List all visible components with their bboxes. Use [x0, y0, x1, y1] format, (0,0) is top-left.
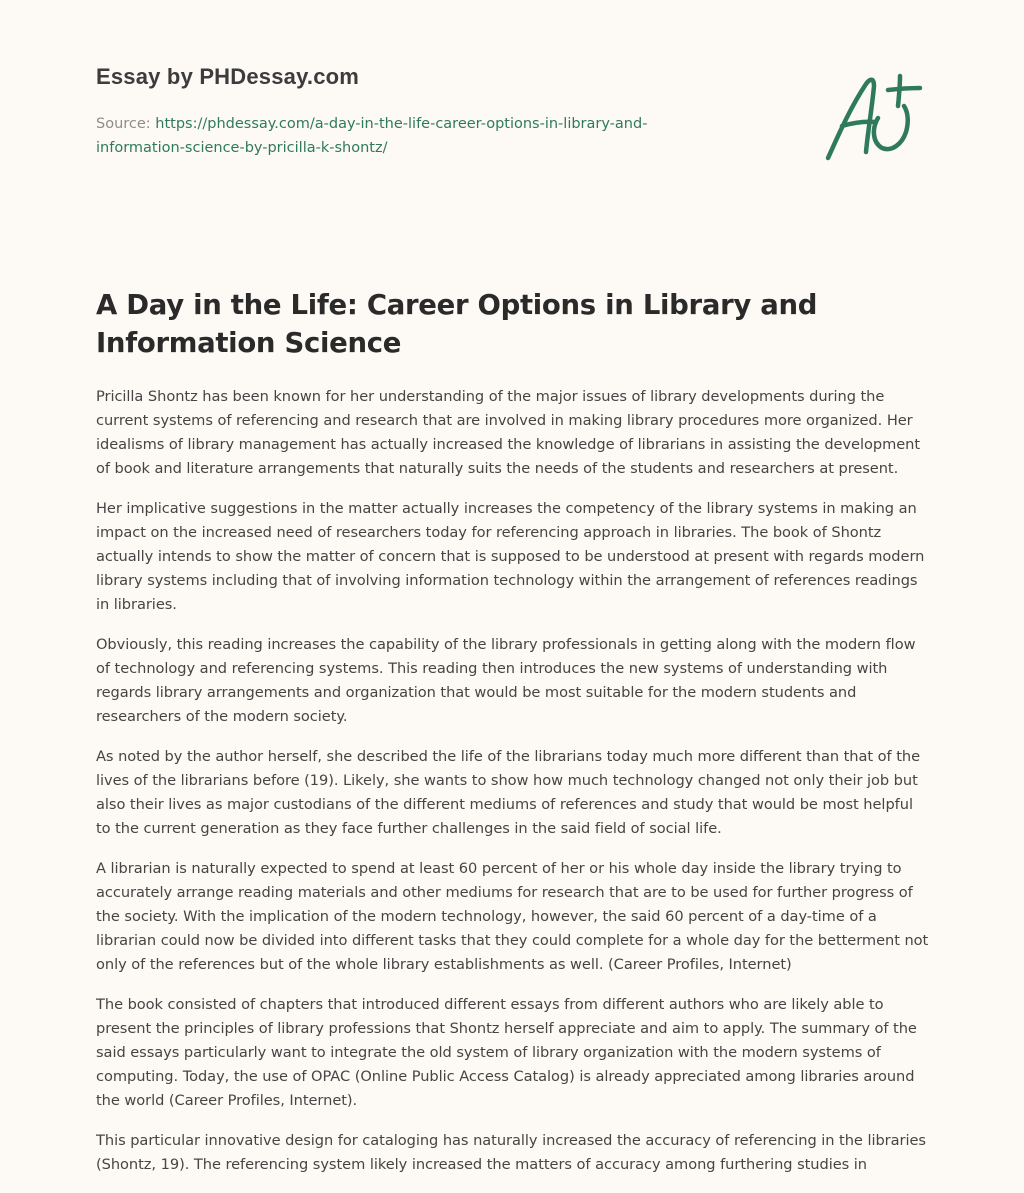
source-label: Source: [96, 116, 156, 132]
source-link-line-2: information-science-by-pricilla-k-shontz/ [96, 140, 388, 156]
essay-page [96, 60, 932, 1193]
essay-paragraph: A librarian is naturally expected to spend at least 60 percent of her or his whole day inside the library trying to accurately arrange reading materials and other mediums for research that are to be used for further progress of the society. With the implication of the modern technology, however, the said 60 percent of a day-time of a librarian could now be divided into different tasks that they could complete for a whole day for the betterment not only of the references but of the whole library establishments as well. (Career Profiles, Internet) [96, 860, 929, 973]
essay-paragraph: This particular innovative design for cataloging has naturally increased the accuracy of referencing in the libraries (Shontz, 19). The referencing system likely increased the matters of accuracy among furthering studies in [96, 1132, 926, 1173]
essay-paragraph: Obviously, this reading increases the capability of the library professionals in getting along with the modern flow of technology and referencing systems. This reading then introduces the new systems of understanding with regards library arrangements and organization that would be most suitable for the modern students and researchers of the modern society. [96, 636, 916, 725]
essay-title: A Day in the Life: Career Options in Library and Information Science [96, 289, 818, 359]
site-brand: Essay by PHDessay.com [96, 64, 360, 89]
essay-paragraph: The book consisted of chapters that introduced different essays from different authors who are likely able to present the principles of library professions that Shontz herself appreciate and aim to apply. The summary of the said essays particularly want to integrate the old system of library organization with the modern systems of computing. Today, the use of OPAC (Online Public Access Catalog) is already appreciated among libraries around the world (Career Profiles, Internet). [96, 996, 917, 1109]
essay-paragraph: Her implicative suggestions in the matter actually increases the competency of the library systems in making an impact on the increased need of researchers today for referencing approach in libraries. The book of Shontz actually intends to show the matter of concern that is supposed to be understood at present with regards modern library systems including that of involving information technology within the arrangement of references readings in libraries. [96, 500, 925, 613]
source-link-line-1: https://phdessay.com/a-day-in-the-life-career-options-in-library-and- [155, 116, 648, 132]
essay-paragraph: As noted by the author herself, she described the life of the librarians today much more different than that of the lives of the librarians before (19). Likely, she wants to show how much technology changed not only their job but also their lives as major custodians of the different mediums of references and study that would be most helpful to the current generation as they face further challenges in the said field of social life. [96, 748, 921, 837]
source-line [96, 112, 736, 160]
a-plus-logo-icon [820, 66, 930, 166]
essay-paragraph: Pricilla Shontz has been known for her understanding of the major issues of library developments during the current systems of referencing and research that are involved in making library procedures more organized. Her idealisms of library management has actually increased the knowledge of librarians in assisting the development of book and literature arrangements that naturally suits the needs of the students and researchers at present. [96, 388, 921, 477]
source-link[interactable] [96, 116, 647, 156]
essay-body [96, 385, 932, 1177]
page-header [96, 60, 932, 180]
